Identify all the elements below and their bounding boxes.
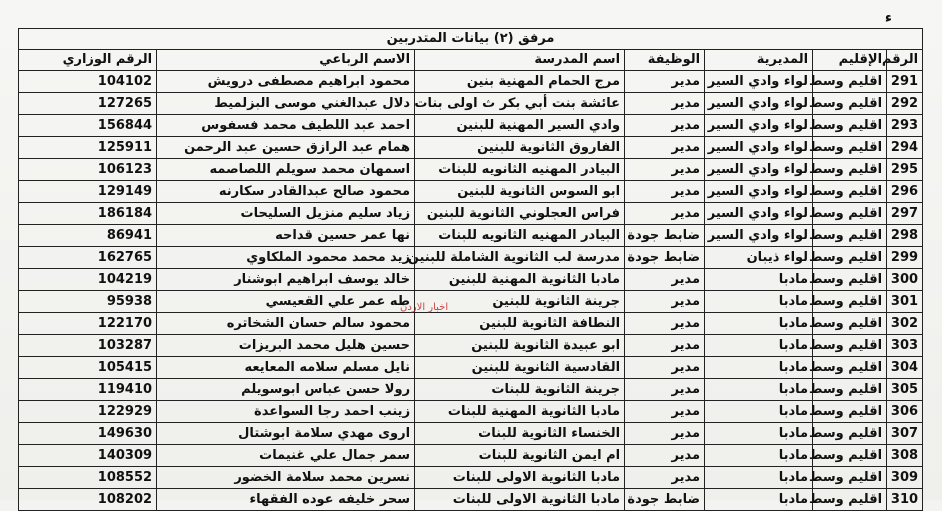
- cell-ministry-id: 140309: [19, 445, 157, 467]
- cell-ministry-id: 95938: [19, 291, 157, 313]
- cell-num: 292: [887, 93, 923, 115]
- cell-name: نايل مسلم سلامه المعايعه: [157, 357, 415, 379]
- cell-name: سحر خليفه عوده الفقهاء: [157, 489, 415, 511]
- cell-school: الفاروق الثانوية للبنين: [415, 137, 625, 159]
- cell-directorate: مادبا: [705, 313, 813, 335]
- cell-job: مدير: [625, 445, 705, 467]
- cell-name: محمود ابراهيم مصطفى درويش: [157, 71, 415, 93]
- title-row: [19, 29, 923, 50]
- cell-school: ام ايمن الثانوية للبنات: [415, 445, 625, 467]
- cell-school: النطافة الثانوية للبنين: [415, 313, 625, 335]
- cell-num: 293: [887, 115, 923, 137]
- cell-directorate: مادبا: [705, 489, 813, 511]
- cell-num: 291: [887, 71, 923, 93]
- cell-name: رولا حسن عباس ابوسويلم: [157, 379, 415, 401]
- cell-num: 294: [887, 137, 923, 159]
- cell-directorate: لواء ذيبان: [705, 247, 813, 269]
- cell-school: جرينة الثانوية للبنين: [415, 291, 625, 313]
- cell-ministry-id: 105415: [19, 357, 157, 379]
- cell-region: اقليم وسط: [813, 401, 887, 423]
- cell-num: 297: [887, 203, 923, 225]
- cell-job: مدير: [625, 335, 705, 357]
- cell-name: سمر جمال علي غنيمات: [157, 445, 415, 467]
- header-directorate: المديرية: [705, 50, 813, 71]
- cell-name: همام عبد الرازق حسين عبد الرحمن: [157, 137, 415, 159]
- corner-mark: ﺀ: [884, 10, 892, 26]
- cell-num: 299: [887, 247, 923, 269]
- cell-region: اقليم وسط: [813, 247, 887, 269]
- cell-num: 304: [887, 357, 923, 379]
- cell-region: اقليم وسط: [813, 379, 887, 401]
- cell-ministry-id: 122170: [19, 313, 157, 335]
- cell-name: نها عمر حسين قداحه: [157, 225, 415, 247]
- header-row: [19, 50, 923, 71]
- cell-directorate: مادبا: [705, 467, 813, 489]
- table-row: [19, 423, 923, 445]
- table-row: [19, 291, 923, 313]
- cell-job: مدير: [625, 357, 705, 379]
- cell-ministry-id: 127265: [19, 93, 157, 115]
- cell-ministry-id: 104102: [19, 71, 157, 93]
- cell-job: مدير: [625, 379, 705, 401]
- table-row: [19, 489, 923, 511]
- cell-job: ضابط جودة: [625, 225, 705, 247]
- cell-directorate: مادبا: [705, 445, 813, 467]
- cell-name: زياد سليم منزيل السليحات: [157, 203, 415, 225]
- cell-directorate: لواء وادي السير: [705, 225, 813, 247]
- table-row: [19, 137, 923, 159]
- header-ministry-id: الرقم الوزاري: [19, 50, 157, 71]
- cell-name: خالد يوسف ابراهيم ابوشنار: [157, 269, 415, 291]
- cell-ministry-id: 119410: [19, 379, 157, 401]
- cell-num: 306: [887, 401, 923, 423]
- cell-job: مدير: [625, 291, 705, 313]
- cell-name: دلال عبدالغني موسى البزلميط: [157, 93, 415, 115]
- cell-ministry-id: 108552: [19, 467, 157, 489]
- cell-school: عائشة بنت أبي بكر ث اولى بنات: [415, 93, 625, 115]
- header-num: الرقم: [887, 50, 923, 71]
- cell-job: مدير: [625, 93, 705, 115]
- cell-directorate: مادبا: [705, 379, 813, 401]
- cell-region: اقليم وسط: [813, 423, 887, 445]
- table-row: [19, 379, 923, 401]
- cell-name: طه عمر علي القعيسي: [157, 291, 415, 313]
- cell-school: مادبا الثانوية الاولى للبنات: [415, 489, 625, 511]
- cell-region: اقليم وسط: [813, 335, 887, 357]
- cell-region: اقليم وسط: [813, 291, 887, 313]
- cell-name: اروى مهدي سلامة ابوشتال: [157, 423, 415, 445]
- cell-ministry-id: 108202: [19, 489, 157, 511]
- cell-name: نسرين محمد سلامة الخضور: [157, 467, 415, 489]
- cell-school: مادبا الثانوية المهنية للبنين: [415, 269, 625, 291]
- cell-job: مدير: [625, 313, 705, 335]
- table-row: [19, 357, 923, 379]
- trainees-table: [18, 28, 923, 511]
- page-title: مرفق (٢) بيانات المتدربين: [19, 29, 923, 50]
- cell-directorate: مادبا: [705, 357, 813, 379]
- cell-ministry-id: 104219: [19, 269, 157, 291]
- cell-region: اقليم وسط: [813, 137, 887, 159]
- header-school: اسم المدرسة: [415, 50, 625, 71]
- cell-name: زينب احمد رجا السواعدة: [157, 401, 415, 423]
- cell-job: مدير: [625, 203, 705, 225]
- cell-num: 310: [887, 489, 923, 511]
- table-row: [19, 401, 923, 423]
- cell-job: مدير: [625, 423, 705, 445]
- cell-directorate: لواء وادي السير: [705, 93, 813, 115]
- cell-ministry-id: 122929: [19, 401, 157, 423]
- cell-region: اقليم وسط: [813, 203, 887, 225]
- table-row: [19, 225, 923, 247]
- header-name: الاسم الرباعي: [157, 50, 415, 71]
- cell-num: 298: [887, 225, 923, 247]
- cell-school: البيادر المهنيه الثانويه للبنات: [415, 159, 625, 181]
- cell-school: مادبا الثانوية المهنية للبنات: [415, 401, 625, 423]
- cell-school: البيادر المهنيه الثانويه للبنات: [415, 225, 625, 247]
- cell-name: احمد عبد اللطيف محمد فسفوس: [157, 115, 415, 137]
- cell-job: مدير: [625, 269, 705, 291]
- cell-ministry-id: 162765: [19, 247, 157, 269]
- cell-region: اقليم وسط: [813, 313, 887, 335]
- cell-school: القادسية الثانوية للبنين: [415, 357, 625, 379]
- cell-school: مرج الحمام المهنية بنين: [415, 71, 625, 93]
- cell-directorate: لواء وادي السير: [705, 181, 813, 203]
- table-row: [19, 445, 923, 467]
- cell-name: اسمهان محمد سويلم اللصاصمه: [157, 159, 415, 181]
- cell-directorate: لواء وادي السير: [705, 159, 813, 181]
- table-row: [19, 269, 923, 291]
- cell-region: اقليم وسط: [813, 115, 887, 137]
- cell-job: ضابط جودة: [625, 247, 705, 269]
- table-row: [19, 247, 923, 269]
- cell-num: 302: [887, 313, 923, 335]
- cell-ministry-id: 156844: [19, 115, 157, 137]
- cell-ministry-id: 125911: [19, 137, 157, 159]
- cell-directorate: مادبا: [705, 423, 813, 445]
- cell-job: مدير: [625, 467, 705, 489]
- cell-job: مدير: [625, 71, 705, 93]
- cell-school: جرينة الثانوية للبنات: [415, 379, 625, 401]
- cell-ministry-id: 106123: [19, 159, 157, 181]
- table-row: [19, 93, 923, 115]
- table-row: [19, 467, 923, 489]
- cell-name: زيد محمد محمود الملكاوي: [157, 247, 415, 269]
- cell-job: مدير: [625, 401, 705, 423]
- table-row: [19, 313, 923, 335]
- cell-directorate: مادبا: [705, 401, 813, 423]
- cell-num: 296: [887, 181, 923, 203]
- cell-school: فراس العجلوني الثانوية للبنين: [415, 203, 625, 225]
- watermark-text: اخبار الاردن: [400, 302, 449, 313]
- cell-directorate: لواء وادي السير: [705, 115, 813, 137]
- cell-region: اقليم وسط: [813, 93, 887, 115]
- header-region: الإقليم: [813, 50, 887, 71]
- cell-school: وادي السير المهنية للبنين: [415, 115, 625, 137]
- cell-region: اقليم وسط: [813, 71, 887, 93]
- cell-ministry-id: 86941: [19, 225, 157, 247]
- table-row: [19, 115, 923, 137]
- cell-ministry-id: 149630: [19, 423, 157, 445]
- cell-num: 307: [887, 423, 923, 445]
- cell-num: 308: [887, 445, 923, 467]
- cell-region: اقليم وسط: [813, 489, 887, 511]
- header-job: الوظيفة: [625, 50, 705, 71]
- table-row: [19, 203, 923, 225]
- cell-directorate: لواء وادي السير: [705, 203, 813, 225]
- cell-name: حسين هليل محمد البريزات: [157, 335, 415, 357]
- cell-job: مدير: [625, 137, 705, 159]
- cell-ministry-id: 129149: [19, 181, 157, 203]
- cell-directorate: لواء وادي السير: [705, 71, 813, 93]
- cell-region: اقليم وسط: [813, 445, 887, 467]
- table-row: [19, 159, 923, 181]
- cell-job: مدير: [625, 115, 705, 137]
- cell-num: 303: [887, 335, 923, 357]
- cell-num: 309: [887, 467, 923, 489]
- cell-job: مدير: [625, 181, 705, 203]
- cell-name: محمود سالم حسان الشخاتره: [157, 313, 415, 335]
- cell-directorate: مادبا: [705, 291, 813, 313]
- cell-region: اقليم وسط: [813, 467, 887, 489]
- cell-school: مدرسة لب الثانوية الشاملة للبنين: [415, 247, 625, 269]
- cell-name: محمود صالح عبدالقادر سكارنه: [157, 181, 415, 203]
- cell-num: 300: [887, 269, 923, 291]
- cell-ministry-id: 103287: [19, 335, 157, 357]
- cell-region: اقليم وسط: [813, 357, 887, 379]
- cell-num: 301: [887, 291, 923, 313]
- table-row: [19, 335, 923, 357]
- cell-num: 295: [887, 159, 923, 181]
- cell-region: اقليم وسط: [813, 181, 887, 203]
- cell-school: ابو عبيدة الثانوية للبنين: [415, 335, 625, 357]
- cell-ministry-id: 186184: [19, 203, 157, 225]
- cell-num: 305: [887, 379, 923, 401]
- cell-directorate: مادبا: [705, 335, 813, 357]
- table-row: [19, 181, 923, 203]
- cell-directorate: لواء وادي السير: [705, 137, 813, 159]
- cell-directorate: مادبا: [705, 269, 813, 291]
- cell-region: اقليم وسط: [813, 159, 887, 181]
- table-row: [19, 71, 923, 93]
- cell-job: ضابط جودة: [625, 489, 705, 511]
- cell-school: الخنساء الثانوية للبنات: [415, 423, 625, 445]
- cell-school: ابو السوس الثانوية للبنين: [415, 181, 625, 203]
- cell-job: مدير: [625, 159, 705, 181]
- cell-school: مادبا الثانوية الاولى للبنات: [415, 467, 625, 489]
- cell-region: اقليم وسط: [813, 269, 887, 291]
- cell-region: اقليم وسط: [813, 225, 887, 247]
